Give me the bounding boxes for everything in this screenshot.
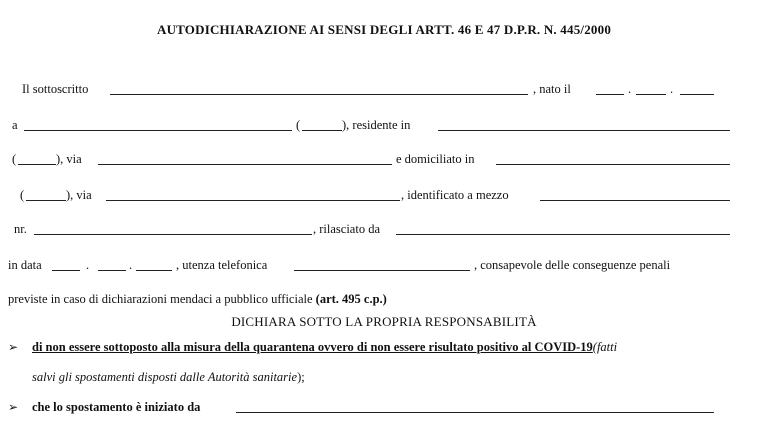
field-telefono[interactable] — [294, 270, 470, 271]
line-sottoscritto — [0, 80, 768, 98]
field-data-mese[interactable] — [98, 270, 126, 271]
label-in-data: in data — [8, 258, 42, 272]
field-via-domicilio[interactable] — [106, 200, 400, 201]
field-domicilio[interactable] — [496, 164, 730, 165]
separator-dot: . — [86, 258, 90, 272]
field-documento[interactable] — [540, 200, 730, 201]
document-title: AUTODICHIARAZIONE AI SENSI DEGLI ARTT. 46 E 47 D.P.R. N. 445/2000 — [156, 22, 612, 37]
line-numero-documento — [0, 220, 768, 238]
line-luogo-nascita — [0, 116, 768, 134]
text-quarantena — [32, 338, 617, 356]
label-rilasciato-da: , rilasciato da — [313, 222, 380, 236]
text-salvi-spostamenti: salvi gli spostamenti disposti dalle Autorità sanitarie — [32, 370, 298, 384]
field-data-anno[interactable] — [136, 270, 172, 271]
label-nr: nr. — [14, 222, 27, 236]
bullet-arrow-icon: ➢ — [8, 400, 19, 414]
field-nascita-anno[interactable] — [680, 94, 714, 95]
separator-dot: . — [670, 82, 674, 96]
text-dichiarazioni-mendaci: previste in caso di dichiarazioni mendaci a pubblico ufficiale — [8, 292, 313, 306]
field-nascita-mese[interactable] — [636, 94, 666, 95]
label-sottoscritto: Il sottoscritto — [22, 82, 89, 96]
field-spostamento-inizio[interactable] — [236, 412, 714, 413]
text-previste — [8, 290, 387, 308]
label-via: ), via — [66, 188, 92, 202]
bullet-arrow-icon: ➢ — [8, 340, 19, 354]
text-art-495: (art. 495 c.p.) — [315, 292, 387, 306]
field-data-giorno[interactable] — [52, 270, 80, 271]
label-consapevole: , consapevole delle conseguenze penali — [474, 258, 671, 272]
text-quarantena-main: di non essere sottoposto alla misura della quarantena ovvero di non essere risultato positivo al COVID-19 — [32, 340, 593, 354]
separator-dot: . — [129, 258, 133, 272]
label-spostamento-iniziato: che lo spostamento è iniziato da — [32, 400, 201, 414]
line-via-domicilio — [0, 186, 768, 204]
label-utenza-telefonica: , utenza telefonica — [176, 258, 268, 272]
separator-dot: . — [628, 82, 632, 96]
paren-open: ( — [20, 188, 25, 202]
bullet-spostamento — [0, 398, 768, 416]
field-provincia-residenza[interactable] — [18, 164, 56, 165]
field-nascita-giorno[interactable] — [596, 94, 624, 95]
label-a: a — [12, 118, 18, 132]
bullet-quarantena — [0, 338, 768, 356]
field-via-residenza[interactable] — [98, 164, 392, 165]
field-provincia-domicilio[interactable] — [26, 200, 66, 201]
label-residente-in: ), residente in — [342, 118, 411, 132]
field-rilasciato-da[interactable] — [396, 234, 730, 235]
field-residenza[interactable] — [438, 130, 730, 131]
line-via-residenza — [0, 150, 768, 168]
paren-open: ( — [296, 118, 301, 132]
paren-open: ( — [12, 152, 17, 166]
label-identificato-a-mezzo: , identificato a mezzo — [401, 188, 509, 202]
field-luogo-nascita[interactable] — [24, 130, 292, 131]
line-data-telefono — [0, 256, 768, 274]
text-close-paren: ); — [297, 370, 305, 384]
field-provincia-nascita[interactable] — [302, 130, 342, 131]
text-quarantena-cont — [32, 368, 305, 386]
text-fatti: (fatti — [592, 340, 618, 354]
field-nome[interactable] — [110, 94, 528, 95]
label-domiciliato-in: e domiciliato in — [396, 152, 475, 166]
field-numero-documento[interactable] — [34, 234, 312, 235]
label-nato-il: , nato il — [533, 82, 571, 96]
heading-dichiara: DICHIARA SOTTO LA PROPRIA RESPONSABILITÀ — [231, 314, 537, 329]
bullet-quarantena-cont — [0, 368, 768, 386]
label-via: ), via — [56, 152, 82, 166]
line-previste — [0, 290, 768, 308]
